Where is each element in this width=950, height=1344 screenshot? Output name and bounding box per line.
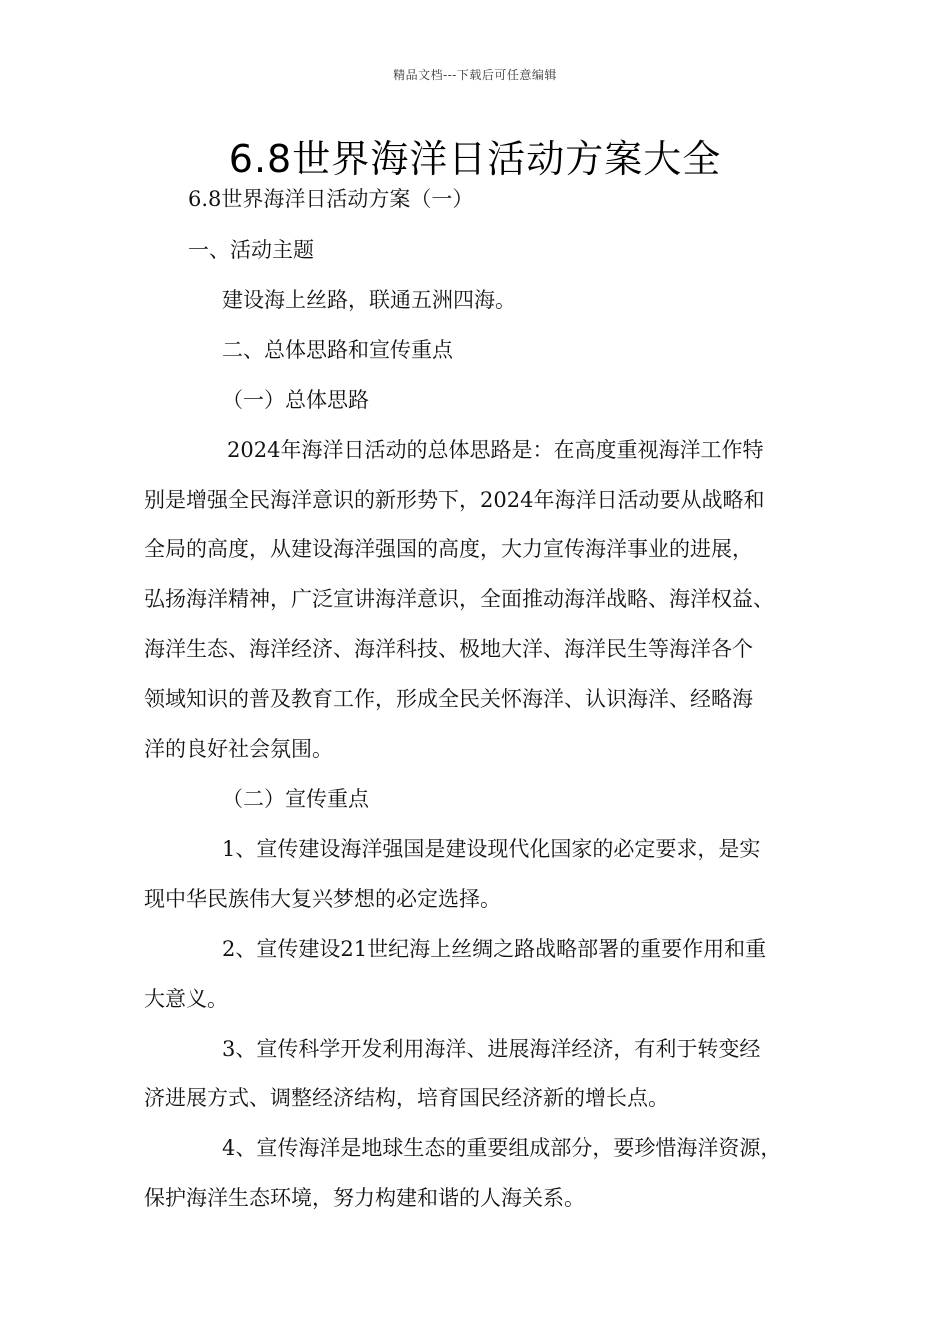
item-4-line: 保护海洋生态环境，努力构建和谐的人海关系。: [144, 1186, 585, 1210]
paragraph-line: 别是增强全民海洋意识的新形势下，2024年海洋日活动要从战略和: [144, 488, 765, 512]
section-2-heading: 二、总体思路和宣传重点: [222, 338, 453, 362]
item-3-line: 3、宣传科学开发利用海洋、进展海洋经济，有利于转变经: [222, 1037, 761, 1061]
paragraph-line: 全局的高度，从建设海洋强国的高度，大力宣传海洋事业的进展，: [144, 537, 753, 561]
document-title: 6.8世界海洋日活动方案大全: [228, 137, 722, 181]
page-header: 精品文档---下载后可任意编辑: [393, 68, 557, 82]
item-2-line: 大意义。: [144, 987, 228, 1011]
plan-subtitle: 6.8世界海洋日活动方案（一）: [188, 187, 474, 211]
section-1-heading: 一、活动主题: [188, 238, 314, 262]
paragraph-line: 弘扬海洋精神，广泛宣讲海洋意识，全面推动海洋战略、海洋权益、: [144, 587, 774, 611]
paragraph-line: 领域知识的普及教育工作，形成全民关怀海洋、认识海洋、经略海: [144, 687, 753, 711]
item-1-line: 1、宣传建设海洋强国是建设现代化国家的必定要求，是实: [222, 837, 761, 861]
item-4-line: 4、宣传海洋是地球生态的重要组成部分，要珍惜海洋资源，: [222, 1136, 782, 1160]
section-1-text: 建设海上丝路，联通五洲四海。: [222, 288, 516, 312]
paragraph-line: 2024年海洋日活动的总体思路是：在高度重视海洋工作特: [227, 438, 764, 462]
paragraph-line: 洋的良好社会氛围。: [144, 737, 333, 761]
subsection-1-heading: （一）总体思路: [222, 388, 369, 412]
item-3-line: 济进展方式、调整经济结构，培育国民经济新的增长点。: [144, 1086, 669, 1110]
item-1-line: 现中华民族伟大复兴梦想的必定选择。: [144, 887, 501, 911]
subsection-2-heading: （二）宣传重点: [222, 787, 369, 811]
item-2-line: 2、宣传建设21世纪海上丝绸之路战略部署的重要作用和重: [222, 937, 767, 961]
paragraph-line: 海洋生态、海洋经济、海洋科技、极地大洋、海洋民生等海洋各个: [144, 637, 753, 661]
